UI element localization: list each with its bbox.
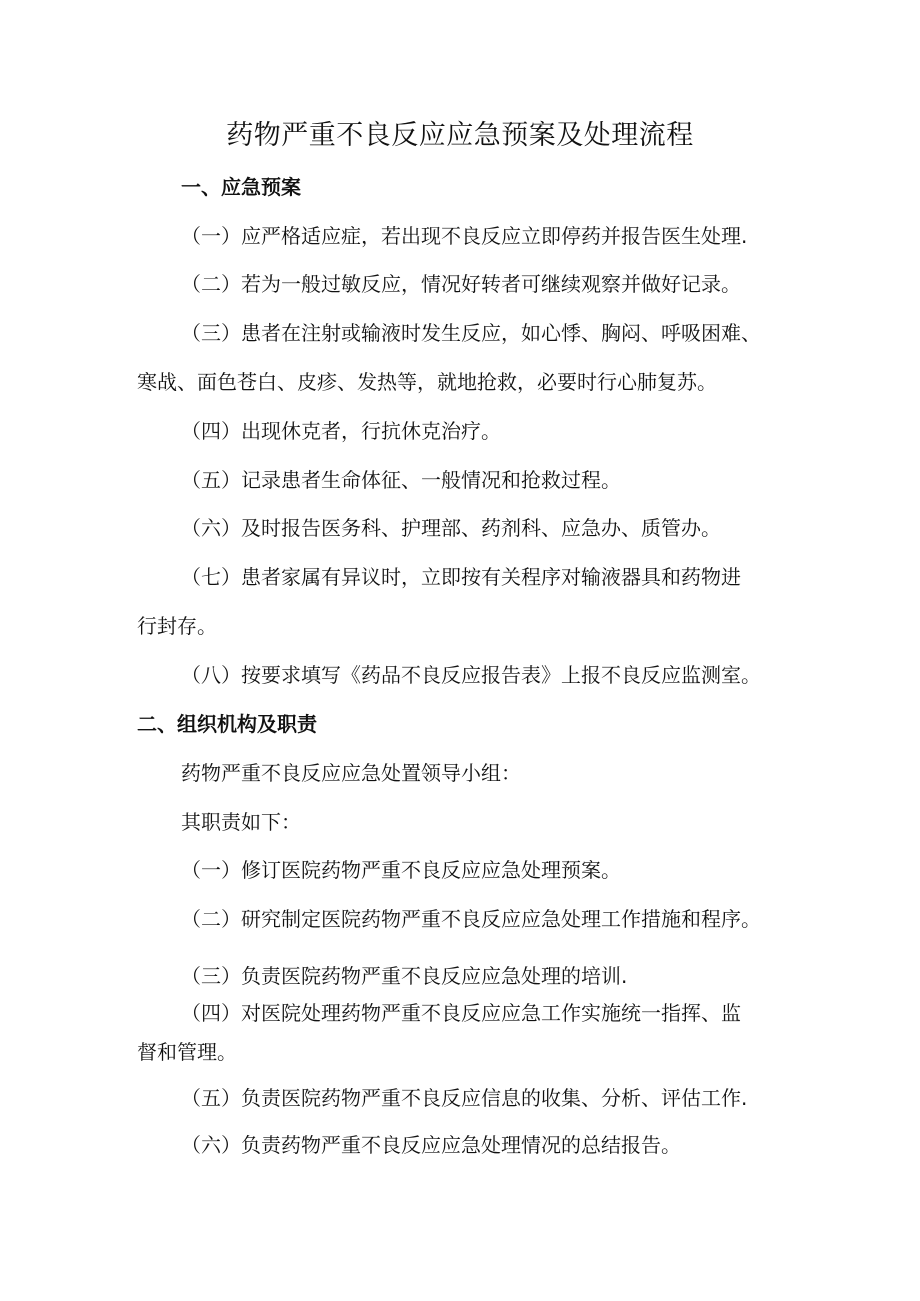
duty-item-2: （二）研究制定医院药物严重不良反应应急处理工作措施和程序。	[181, 907, 761, 931]
section-heading-organization: 二、组织机构及职责	[137, 712, 317, 736]
plan-item-7-continued: 行封存。	[137, 614, 217, 638]
document-title: 药物严重不良反应应急预案及处理流程	[226, 120, 694, 151]
duty-item-1: （一）修订医院药物严重不良反应应急处理预案。	[181, 858, 621, 882]
plan-item-1: （一）应严格适应症，若出现不良反应立即停药并报告医生处理.	[181, 224, 748, 248]
plan-item-3-continued: 寒战、面色苍白、皮疹、发热等，就地抢救，必要时行心肺复苏。	[137, 370, 717, 394]
plan-item-7: （七）患者家属有异议时，立即按有关程序对输液器具和药物进	[181, 565, 741, 589]
duty-item-3: （三）负责医院药物严重不良反应应急处理的培训.	[181, 964, 628, 988]
duty-item-4: （四）对医院处理药物严重不良反应应急工作实施统一指挥、监	[181, 1001, 741, 1025]
duty-item-5: （五）负责医院药物严重不良反应信息的收集、分析、评估工作.	[181, 1086, 748, 1110]
plan-item-4: （四）出现休克者，行抗休克治疗。	[181, 419, 501, 443]
org-duties-intro: 其职责如下：	[181, 810, 301, 834]
plan-item-3: （三）患者在注射或输液时发生反应，如心悸、胸闷、呼吸困难、	[181, 321, 761, 345]
org-leadership-group: 药物严重不良反应应急处置领导小组：	[181, 761, 521, 785]
section-heading-emergency-plan: 一、应急预案	[181, 175, 301, 199]
plan-item-6: （六）及时报告医务科、护理部、药剂科、应急办、质管办。	[181, 516, 721, 540]
duty-item-6: （六）负责药物严重不良反应应急处理情况的总结报告。	[181, 1133, 681, 1157]
plan-item-2: （二）若为一般过敏反应，情况好转者可继续观察并做好记录。	[181, 272, 741, 296]
plan-item-8: （八）按要求填写《药品不良反应报告表》上报不良反应监测室。	[181, 663, 761, 687]
duty-item-4-continued: 督和管理。	[137, 1040, 237, 1064]
plan-item-5: （五）记录患者生命体征、一般情况和抢救过程。	[181, 468, 621, 492]
